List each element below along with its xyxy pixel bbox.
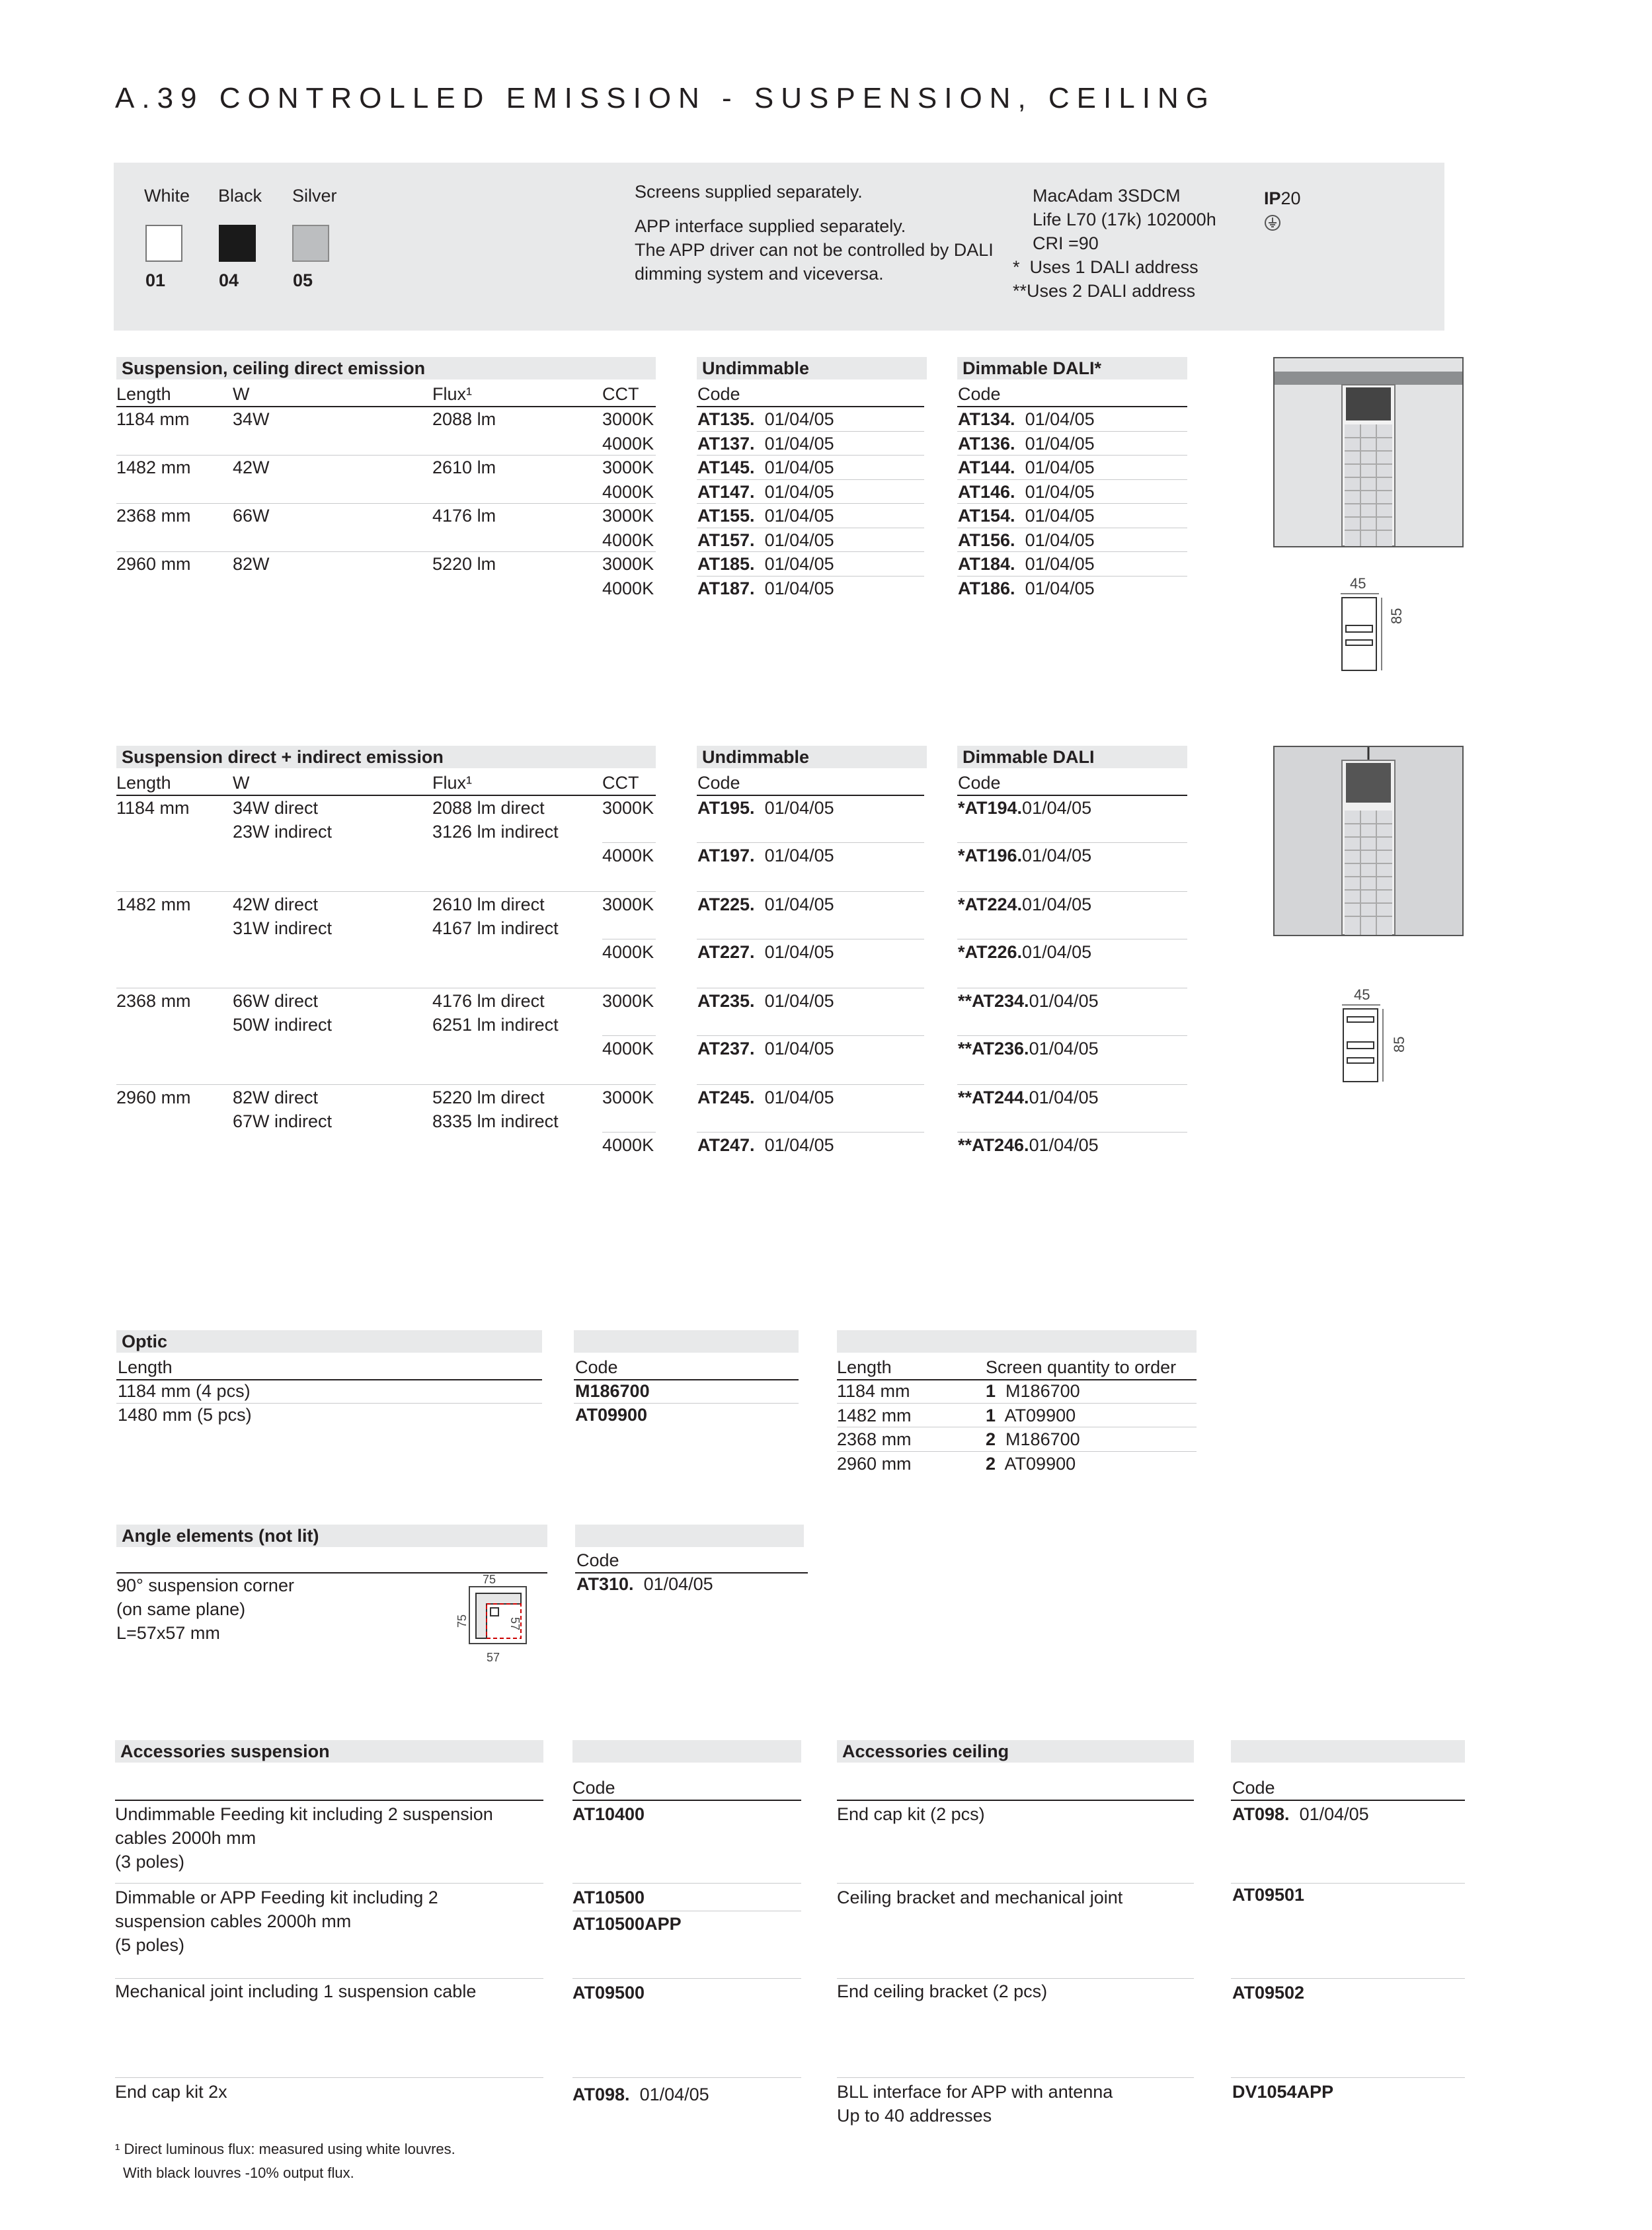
acc-ceil-item-2: Ceiling bracket and mechanical joint	[837, 1888, 1123, 1907]
s2-row-cct: 3000K	[602, 1088, 654, 1107]
s2-row-cct: 3000K	[602, 798, 654, 818]
screen-row-length: 1184 mm	[837, 1381, 910, 1401]
s1-dim-width: 45	[1350, 575, 1366, 592]
s1-header-length: Length	[116, 384, 171, 404]
s1-row-w: 42W	[233, 458, 270, 477]
s1-row-cct: 3000K	[602, 554, 654, 574]
s2-dim-height: 85	[1391, 1036, 1407, 1053]
s2-group-divider	[697, 1084, 924, 1085]
acc-susp-item-1-line2: cables 2000h mm	[115, 1828, 256, 1848]
s2-row-flux-direct: 2610 lm direct	[432, 895, 545, 914]
angle-dim-outer: 75	[483, 1573, 496, 1586]
s1-row-cct: 4000K	[602, 530, 654, 550]
s1-row-dali-code: AT156. 01/04/05	[958, 530, 1095, 550]
footnote-line2: With black louvres -10% output flux.	[123, 2165, 354, 2181]
s2-group-divider	[957, 1084, 1187, 1085]
angle-code: AT310. 01/04/05	[576, 1574, 713, 1594]
finish-white-label: White	[144, 186, 190, 206]
s1-row-undim-code: AT145. 01/04/05	[697, 458, 834, 477]
s2-row-undim-code: AT245. 01/04/05	[697, 1088, 834, 1107]
s2-row-cct: 4000K	[602, 846, 654, 865]
s1-row-dali-code: AT136. 01/04/05	[958, 434, 1095, 454]
finish-white-code: 01	[145, 270, 166, 290]
optic-row-length: 1184 mm (4 pcs)	[118, 1381, 251, 1401]
s1-row-cct: 3000K	[602, 458, 654, 477]
angle-code-header-bar	[575, 1525, 804, 1547]
acc-ceil-code-bar	[1231, 1740, 1465, 1763]
angle-dim-inner-side: 57	[508, 1617, 522, 1631]
s1-row-undim-code: AT135. 01/04/05	[697, 409, 834, 429]
finish-white-swatch	[145, 225, 182, 262]
optic-screen-header-bar	[837, 1330, 1197, 1353]
acc-susp-item-1-line3: (3 poles)	[115, 1852, 185, 1872]
s1-row-dali-code: AT134. 01/04/05	[958, 409, 1095, 429]
s1-section-drawing	[1338, 592, 1384, 678]
acc-susp-item-2-line1: Dimmable or APP Feeding kit including 2	[115, 1888, 438, 1907]
s2-row-undim-code: AT247. 01/04/05	[697, 1135, 834, 1155]
s2-row-w-indirect: 23W indirect	[233, 822, 333, 842]
s1-row-dali-code: AT144. 01/04/05	[958, 458, 1095, 477]
product-photo-suspension	[1273, 746, 1464, 936]
s1-row-undim-code: AT155. 01/04/05	[697, 506, 834, 526]
ground-icon	[1264, 214, 1281, 235]
section2-title: Suspension direct + indirect emission	[116, 746, 656, 768]
optic-code-header-bar	[574, 1330, 799, 1353]
optic-row-length: 1480 mm (5 pcs)	[118, 1405, 252, 1425]
acc-susp-item-4: End cap kit 2x	[115, 2082, 227, 2102]
acc-susp-item-2-code: AT10500	[572, 1888, 645, 1907]
s2-row-divider	[697, 1132, 924, 1133]
acc-ceil-item-4-line1: BLL interface for APP with antenna	[837, 2082, 1113, 2102]
s2-row-dali-code: **AT236.01/04/05	[958, 1039, 1099, 1058]
screen-row-length: 2368 mm	[837, 1429, 912, 1449]
acc-ceil-item-4-code: DV1054APP	[1232, 2082, 1334, 2102]
s1-row-divider	[116, 551, 656, 552]
s2-row-divider	[957, 842, 1187, 843]
s1-row-cct: 4000K	[602, 434, 654, 454]
screen-row-qty: 1 M186700	[986, 1381, 1080, 1401]
angle-dim-inner: 57	[487, 1651, 500, 1664]
angle-code-header: Code	[576, 1550, 619, 1570]
acc-susp-item-2-line3: (5 poles)	[115, 1935, 185, 1955]
note-app-3: dimming system and viceversa.	[635, 264, 884, 284]
s2-row-dali-code: *AT194.01/04/05	[958, 798, 1092, 818]
acc-susp-item-2-code-app: AT10500APP	[572, 1914, 682, 1934]
acc-susp-item-2-line2: suspension cables 2000h mm	[115, 1911, 352, 1931]
s2-row-undim-code: AT235. 01/04/05	[697, 991, 834, 1011]
s1-row-cct: 4000K	[602, 482, 654, 502]
s2-header-w: W	[233, 773, 250, 793]
product-photo-ceiling	[1273, 357, 1464, 547]
s1-row-undim-code: AT147. 01/04/05	[697, 482, 834, 502]
s2-row-flux-indirect: 6251 lm indirect	[432, 1015, 559, 1035]
s2-row-dali-code: *AT224.01/04/05	[958, 895, 1092, 914]
s2-row-cct: 4000K	[602, 942, 654, 962]
s2-header-length: Length	[116, 773, 171, 793]
s1-row-dali-code: AT184. 01/04/05	[958, 554, 1095, 574]
section1-undim-title: Undimmable	[697, 357, 927, 379]
finish-black-swatch	[219, 225, 256, 262]
s2-group-divider	[957, 891, 1187, 892]
acc-susp-title: Accessories suspension	[115, 1740, 543, 1763]
s2-row-w-indirect: 50W indirect	[233, 1015, 333, 1035]
spec-cri: CRI =90	[1033, 233, 1099, 253]
s2-row-undim-code: AT227. 01/04/05	[697, 942, 834, 962]
s1-header-w: W	[233, 384, 250, 404]
acc-susp-item-1-code: AT10400	[572, 1804, 645, 1824]
acc-susp-item-3-code: AT09500	[572, 1983, 645, 2003]
s2-row-divider	[697, 842, 924, 843]
optic-screen-qty-header: Screen quantity to order	[986, 1357, 1177, 1377]
s2-row-dali-code: **AT246.01/04/05	[958, 1135, 1099, 1155]
angle-item-title: 90° suspension corner	[116, 1575, 294, 1595]
s1-row-cct: 3000K	[602, 506, 654, 526]
acc-ceil-item-4-line2: Up to 40 addresses	[837, 2106, 992, 2126]
section2-dali-title: Dimmable DALI	[957, 746, 1187, 768]
s2-group-divider	[697, 891, 924, 892]
screen-row-length: 2960 mm	[837, 1454, 912, 1474]
s1-header-code-undim: Code	[697, 384, 740, 404]
angle-item-sub2: L=57x57 mm	[116, 1623, 220, 1643]
s2-row-undim-code: AT237. 01/04/05	[697, 1039, 834, 1058]
s1-header-flux: Flux¹	[432, 384, 472, 404]
s2-row-divider	[602, 1035, 656, 1036]
s1-row-undim-code: AT187. 01/04/05	[697, 578, 834, 598]
s1-row-undim-code: AT137. 01/04/05	[697, 434, 834, 454]
s2-dim-width: 45	[1354, 986, 1370, 1003]
s2-row-w-direct: 34W direct	[233, 798, 319, 818]
s2-row-dali-code: **AT234.01/04/05	[958, 991, 1099, 1011]
acc-ceil-item-1: End cap kit (2 pcs)	[837, 1804, 985, 1824]
acc-ceil-item-3: End ceiling bracket (2 pcs)	[837, 1981, 1048, 2001]
spec-life: Life L70 (17k) 102000h	[1033, 210, 1216, 229]
screen-row-qty: 2 AT09900	[986, 1454, 1076, 1474]
s1-row-undim-code: AT185. 01/04/05	[697, 554, 834, 574]
s1-row-dali-code: AT186. 01/04/05	[958, 578, 1095, 598]
s1-row-length: 1482 mm	[116, 458, 191, 477]
s2-row-flux-indirect: 4167 lm indirect	[432, 918, 559, 938]
acc-ceil-item-3-code: AT09502	[1232, 1983, 1305, 2003]
note-app-1: APP interface supplied separately.	[635, 216, 906, 236]
s1-row-w: 82W	[233, 554, 270, 574]
finish-silver-swatch	[292, 225, 329, 262]
s1-row-w: 66W	[233, 506, 270, 526]
s1-row-flux: 2088 lm	[432, 409, 496, 429]
section1-title: Suspension, ceiling direct emission	[116, 357, 656, 379]
finish-black-label: Black	[218, 186, 262, 206]
s2-row-w-direct: 42W direct	[233, 895, 319, 914]
s2-row-dali-code: *AT196.01/04/05	[958, 846, 1092, 865]
spec-macadam: MacAdam 3SDCM	[1033, 186, 1181, 206]
spec-dali-1: * Uses 1 DALI address	[1013, 257, 1199, 277]
s2-row-divider	[957, 1035, 1187, 1036]
finish-black-code: 04	[219, 270, 239, 290]
s1-row-divider	[116, 455, 656, 456]
s2-row-undim-code: AT195. 01/04/05	[697, 798, 834, 818]
s1-row-length: 2960 mm	[116, 554, 191, 574]
acc-susp-item-3: Mechanical joint including 1 suspension cable	[115, 1981, 477, 2001]
ip-rating: IP20	[1264, 188, 1301, 208]
s2-row-flux-direct: 5220 lm direct	[432, 1088, 545, 1107]
s2-group-divider	[116, 891, 656, 892]
optic-title: Optic	[116, 1330, 542, 1353]
s1-row-flux: 2610 lm	[432, 458, 496, 477]
s1-row-divider	[116, 503, 656, 504]
s2-row-flux-indirect: 8335 lm indirect	[432, 1111, 559, 1131]
s2-row-w-direct: 66W direct	[233, 991, 319, 1011]
screen-row-qty: 1 AT09900	[986, 1406, 1076, 1425]
footnote-line1: ¹ Direct luminous flux: measured using white louvres.	[115, 2141, 455, 2157]
s2-header-cct: CCT	[602, 773, 639, 793]
angle-item-sub1: (on same plane)	[116, 1599, 246, 1619]
s2-row-dali-code: *AT226.01/04/05	[958, 942, 1092, 962]
s1-row-cct: 4000K	[602, 578, 654, 598]
page-title: A.39 CONTROLLED EMISSION - SUSPENSION, CEILING	[115, 82, 1216, 114]
acc-susp-item-4-code: AT098. 01/04/05	[572, 2085, 709, 2104]
acc-ceil-title: Accessories ceiling	[837, 1740, 1194, 1763]
acc-ceil-item-1-code: AT098. 01/04/05	[1232, 1804, 1369, 1824]
s1-header-cct: CCT	[602, 384, 639, 404]
s2-row-length: 1184 mm	[116, 798, 190, 818]
note-app-2: The APP driver can not be controlled by DALI	[635, 240, 994, 260]
s1-row-undim-code: AT157. 01/04/05	[697, 530, 834, 550]
screen-row-length: 1482 mm	[837, 1406, 912, 1425]
finish-silver-label: Silver	[292, 186, 337, 206]
s2-row-w-indirect: 67W indirect	[233, 1111, 333, 1131]
s2-row-divider	[697, 1035, 924, 1036]
s2-row-cct: 3000K	[602, 991, 654, 1011]
angle-title: Angle elements (not lit)	[116, 1525, 547, 1547]
s2-row-divider	[602, 842, 656, 843]
s1-row-dali-code: AT146. 01/04/05	[958, 482, 1095, 502]
section1-dali-title: Dimmable DALI*	[957, 357, 1187, 379]
s2-row-w-indirect: 31W indirect	[233, 918, 333, 938]
optic-row-code: M186700	[575, 1381, 650, 1401]
finish-silver-code: 05	[293, 270, 313, 290]
s2-header-flux: Flux¹	[432, 773, 472, 793]
s2-header-code-dali: Code	[958, 773, 1001, 793]
optic-screen-length-header: Length	[837, 1357, 892, 1377]
s2-row-flux-direct: 2088 lm direct	[432, 798, 545, 818]
s2-row-undim-code: AT197. 01/04/05	[697, 846, 834, 865]
acc-susp-item-1-line1: Undimmable Feeding kit including 2 suspension	[115, 1804, 493, 1824]
spec-dali-2: **Uses 2 DALI address	[1013, 281, 1196, 301]
angle-dim-outer-side: 75	[455, 1614, 469, 1628]
s2-row-undim-code: AT225. 01/04/05	[697, 895, 834, 914]
s2-header-code-undim: Code	[697, 773, 740, 793]
s2-row-length: 2960 mm	[116, 1088, 191, 1107]
optic-row-code: AT09900	[575, 1405, 648, 1425]
s1-row-length: 1184 mm	[116, 409, 190, 429]
screen-row-qty: 2 M186700	[986, 1429, 1080, 1449]
s2-row-flux-direct: 4176 lm direct	[432, 991, 545, 1011]
s2-row-divider	[957, 1132, 1187, 1133]
acc-ceil-item-2-code: AT09501	[1232, 1885, 1305, 1905]
s2-row-cct: 3000K	[602, 895, 654, 914]
s2-row-dali-code: **AT244.01/04/05	[958, 1088, 1099, 1107]
s1-header-code-dali: Code	[958, 384, 1001, 404]
s1-row-w: 34W	[233, 409, 270, 429]
acc-susp-code-bar	[572, 1740, 801, 1763]
s2-row-divider	[602, 1132, 656, 1133]
s1-row-length: 2368 mm	[116, 506, 191, 526]
optic-code-header: Code	[575, 1357, 618, 1377]
s1-row-cct: 3000K	[602, 409, 654, 429]
s1-row-flux: 5220 lm	[432, 554, 496, 574]
s2-row-length: 2368 mm	[116, 991, 191, 1011]
s1-dim-height: 85	[1388, 608, 1405, 624]
section2-undim-title: Undimmable	[697, 746, 927, 768]
s1-row-flux: 4176 lm	[432, 506, 496, 526]
optic-length-header: Length	[118, 1357, 173, 1377]
s2-row-flux-indirect: 3126 lm indirect	[432, 822, 559, 842]
note-screens: Screens supplied separately.	[635, 182, 863, 202]
acc-ceil-code-header: Code	[1232, 1778, 1275, 1798]
acc-susp-code-header: Code	[572, 1778, 615, 1798]
s2-row-cct: 4000K	[602, 1039, 654, 1058]
s2-group-divider	[116, 1084, 656, 1085]
s2-row-cct: 4000K	[602, 1135, 654, 1155]
s1-row-dali-code: AT154. 01/04/05	[958, 506, 1095, 526]
s2-section-drawing	[1339, 1004, 1386, 1089]
s2-row-w-direct: 82W direct	[233, 1088, 319, 1107]
s2-row-length: 1482 mm	[116, 895, 191, 914]
